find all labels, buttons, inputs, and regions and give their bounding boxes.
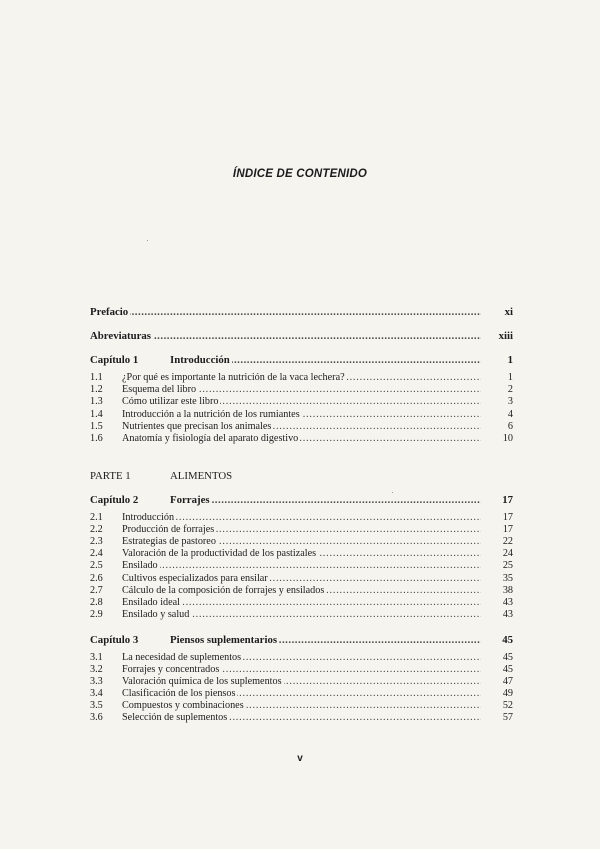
toc-section[interactable] <box>90 712 513 724</box>
chapter-label: Capítulo 3 <box>90 633 139 646</box>
section-page: 57 <box>502 712 513 724</box>
section-page: 49 <box>502 688 513 700</box>
section-title: Selección de suplementos <box>122 712 228 724</box>
toc-section[interactable] <box>90 524 513 536</box>
section-number: 2.4 <box>90 548 103 560</box>
section-title: Compuestos y combinaciones <box>122 700 244 712</box>
section-title: Introducción a la nutrición de los rumiantes <box>122 408 300 420</box>
section-title: Nutrientes que precisan los animales <box>122 420 272 432</box>
toc-part-1[interactable] <box>90 470 513 482</box>
section-title: Ensilado <box>122 560 158 572</box>
section-title: Cálculo de la composición de forrajes y ensilados <box>122 584 325 596</box>
section-number: 2.2 <box>90 524 103 536</box>
section-page: 52 <box>502 700 513 712</box>
section-number: 3.2 <box>90 664 103 676</box>
section-title: Estrategias de pastoreo <box>122 536 216 548</box>
section-title: Ensilado y salud <box>122 608 190 620</box>
section-number: 3.4 <box>90 688 103 700</box>
paper-speck <box>147 240 148 241</box>
chapter-label: Capítulo 2 <box>90 493 139 506</box>
section-page: 22 <box>502 536 513 548</box>
toc-section[interactable] <box>90 372 513 384</box>
section-page: 25 <box>502 560 513 572</box>
section-number: 2.7 <box>90 584 103 596</box>
toc-section[interactable] <box>90 421 513 433</box>
section-number: 2.9 <box>90 608 103 620</box>
toc-section[interactable] <box>90 536 513 548</box>
section-title: Producción de forrajes <box>122 524 215 536</box>
toc-section[interactable] <box>90 573 513 585</box>
section-title: Anatomía y fisiología del aparato digestivo <box>122 432 299 444</box>
toc-chapter-3[interactable] <box>90 634 513 646</box>
section-number: 3.1 <box>90 651 103 663</box>
section-page: 24 <box>502 548 513 560</box>
chapter-2-sections <box>90 512 513 621</box>
section-number: 1.5 <box>90 420 103 432</box>
section-page: 35 <box>502 572 513 584</box>
chapter-3-sections <box>90 652 513 725</box>
part-title: ALIMENTOS <box>170 469 233 482</box>
section-number: 3.6 <box>90 712 103 724</box>
chapter-title: Introducción <box>170 354 230 367</box>
entry-page: xiii <box>498 330 513 343</box>
section-title: Esquema del libro <box>122 384 197 396</box>
section-title: Forrajes y concentrados <box>122 664 220 676</box>
entry-page: xi <box>504 306 513 318</box>
page-title: ÍNDICE DE CONTENIDO <box>232 168 368 180</box>
toc-section[interactable] <box>90 652 513 664</box>
toc-entry-abreviaturas[interactable] <box>90 330 513 342</box>
entry-title: Prefacio <box>90 306 129 318</box>
chapter-label: Capítulo 1 <box>90 354 139 367</box>
section-number: 2.1 <box>90 512 103 524</box>
section-number: 1.4 <box>90 408 103 420</box>
section-page: 45 <box>502 664 513 676</box>
section-title: Clasificación de los piensos <box>122 688 236 700</box>
section-page: 3 <box>507 396 513 408</box>
section-page: 1 <box>507 372 513 384</box>
section-title: Valoración de la productividad de los pastizales <box>122 548 317 560</box>
section-title: ¿Por qué es importante la nutrición de la vaca lechera? <box>122 372 345 384</box>
section-number: 1.3 <box>90 396 103 408</box>
section-title: Cómo utilizar este libro <box>122 396 219 408</box>
section-number: 2.3 <box>90 536 103 548</box>
section-page: 45 <box>502 651 513 663</box>
section-page: 17 <box>502 524 513 536</box>
section-page: 17 <box>502 512 513 524</box>
section-page: 38 <box>502 584 513 596</box>
section-page: 2 <box>507 384 513 396</box>
chapter-page: 1 <box>507 354 513 367</box>
section-title: Cultivos especializados para ensilar <box>122 572 268 584</box>
table-of-contents <box>90 306 513 725</box>
chapter-page: 17 <box>502 493 513 506</box>
section-number: 1.1 <box>90 372 103 384</box>
section-number: 2.6 <box>90 572 103 584</box>
section-number: 1.6 <box>90 432 103 444</box>
page-number: v <box>297 753 303 764</box>
section-title: Introducción <box>122 512 175 524</box>
section-title: Valoración química de los suplementos <box>122 676 282 688</box>
toc-section[interactable] <box>90 396 513 408</box>
toc-chapter-2[interactable] <box>90 494 513 506</box>
entry-title: Abreviaturas <box>90 330 151 343</box>
section-number: 3.5 <box>90 700 103 712</box>
chapter-title: Forrajes <box>170 493 210 506</box>
toc-section[interactable] <box>90 433 513 445</box>
chapter-title: Piensos suplementarios <box>170 633 278 646</box>
toc-section[interactable] <box>90 409 513 421</box>
toc-section[interactable] <box>90 700 513 712</box>
toc-section[interactable] <box>90 688 513 700</box>
section-page: 6 <box>507 420 513 432</box>
section-number: 2.5 <box>90 560 103 572</box>
chapter-1-sections <box>90 372 513 445</box>
section-page: 43 <box>502 596 513 608</box>
toc-entry-prefacio[interactable] <box>90 306 513 318</box>
toc-section[interactable] <box>90 597 513 609</box>
section-page: 4 <box>507 408 513 420</box>
section-page: 47 <box>502 676 513 688</box>
toc-section[interactable] <box>90 548 513 560</box>
part-label: PARTE 1 <box>90 469 131 482</box>
section-title: Ensilado ideal <box>122 596 180 608</box>
section-number: 2.8 <box>90 596 103 608</box>
toc-section[interactable] <box>90 512 513 524</box>
toc-section[interactable] <box>90 676 513 688</box>
section-page: 43 <box>502 608 513 620</box>
toc-section[interactable] <box>90 609 513 621</box>
toc-section[interactable] <box>90 585 513 597</box>
section-number: 3.3 <box>90 676 103 688</box>
section-page: 10 <box>502 432 513 444</box>
toc-section[interactable] <box>90 560 513 572</box>
toc-section[interactable] <box>90 384 513 396</box>
section-number: 1.2 <box>90 384 103 396</box>
chapter-page: 45 <box>502 633 513 646</box>
section-title: La necesidad de suplementos <box>122 651 242 663</box>
toc-chapter-1[interactable] <box>90 354 513 366</box>
toc-section[interactable] <box>90 664 513 676</box>
